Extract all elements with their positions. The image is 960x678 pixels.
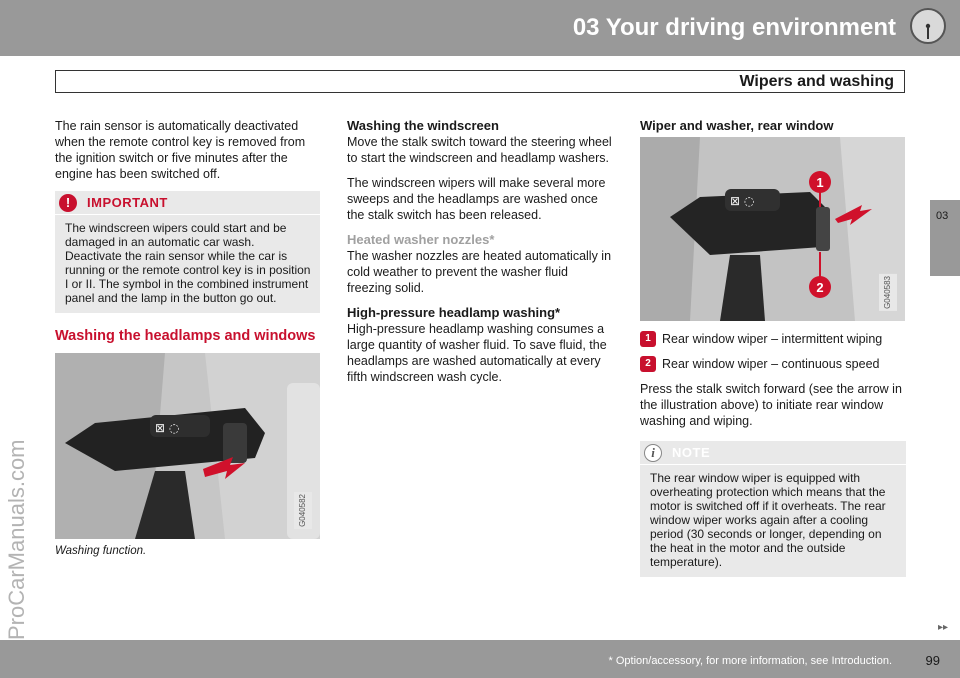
note-box: [640, 441, 906, 577]
important-title: IMPORTANT: [87, 195, 168, 210]
footnote: * Option/accessory, for more information, see Introduction.: [608, 655, 892, 667]
number-badge: 1: [640, 331, 656, 347]
list-item-text: Rear window wiper – intermittent wiping: [662, 332, 883, 346]
figure-caption: Washing function.: [55, 545, 147, 557]
callout-1-label: 1: [816, 175, 824, 190]
svg-text:⊠ ◌: ⊠ ◌: [730, 194, 755, 208]
page-number: 99: [925, 653, 940, 668]
washing-windscreen-text: Move the stalk switch toward the steering wheel to start the windscreen and headlamp washers.: [347, 135, 612, 165]
important-header: [55, 191, 320, 215]
important-body: The windscreen wipers could start and be damaged in an automatic car wash. Deactivate the rain sensor while the car is running or the remote control key is in position I or II. The symbol in the combined instrument panel and the lamp in the button go out.: [65, 221, 311, 305]
side-tab-label: 03: [936, 210, 949, 222]
watermark: ProCarManuals.com: [4, 439, 29, 640]
note-body: The rear window wiper is equipped with overheating protection which means that the motor is switched off if it overheats. The rear window wiper works again after a cooling period (30 seconds or longer, depending on the heat in the motor and the outside temperature).: [650, 471, 886, 569]
rear-stalk-illustration: [640, 137, 905, 321]
svg-text:⊠ ◌: ⊠ ◌: [155, 421, 180, 435]
figure-code: G040583: [879, 274, 897, 311]
washing-function-figure: [55, 353, 320, 539]
list-item: [640, 356, 906, 372]
figure-code: G040582: [294, 492, 312, 529]
list-item: [640, 331, 906, 347]
header-bar: [0, 0, 960, 56]
high-pressure-heading: High-pressure headlamp washing*: [347, 305, 561, 320]
rear-washing-text: Press the stalk switch forward (see the arrow in the illustration above) to initiate rear window washing and wiping.: [640, 382, 902, 428]
right-column: [640, 118, 906, 591]
left-column: [55, 118, 320, 559]
next-page-arrows[interactable]: ▸▸: [937, 622, 948, 633]
middle-column: [347, 118, 615, 394]
rear-wiper-figure: [640, 137, 905, 321]
heated-nozzles-text: The washer nozzles are heated automatically in cold weather to prevent the washer fluid freezing solid.: [347, 249, 612, 295]
important-box: [55, 191, 320, 313]
chapter-title: 03 Your driving environment: [572, 14, 896, 41]
washing-windscreen-heading: Washing the windscreen: [347, 118, 499, 133]
stalk-switch-illustration: [55, 353, 320, 539]
footer-bar: [0, 640, 960, 678]
high-pressure-text: High-pressure headlamp washing consumes a large quantity of washer fluid. To save fluid, the headlamps are washed automatically at every fifth windscreen wash cycle.: [347, 322, 607, 384]
section-title: Wipers and washing: [739, 73, 894, 90]
note-title: NOTE: [672, 445, 711, 460]
chapter-side-tab[interactable]: [930, 200, 960, 276]
wiper-sweeps-text: The windscreen wipers will make several more sweeps and the headlamps are washed once the stalk switch has been released.: [347, 176, 606, 222]
heated-nozzles-heading: Heated washer nozzles*: [347, 232, 495, 247]
callout-2-label: 2: [816, 280, 824, 295]
list-item-text: Rear window wiper – continuous speed: [662, 357, 880, 371]
note-header: [640, 441, 906, 465]
number-badge: 2: [640, 356, 656, 372]
washing-headlamps-heading: Washing the headlamps and windows: [55, 328, 316, 344]
section-header-box: [55, 70, 905, 93]
rain-sensor-intro: The rain sensor is automatically deactivated when the remote control key is removed from the ignition switch or five minutes after the engine has been switched off.: [55, 119, 306, 181]
rear-window-heading: Wiper and washer, rear window: [640, 118, 834, 133]
exclamation-icon: !: [59, 194, 77, 212]
gauge-icon: [908, 6, 948, 46]
info-icon: i: [644, 444, 662, 462]
